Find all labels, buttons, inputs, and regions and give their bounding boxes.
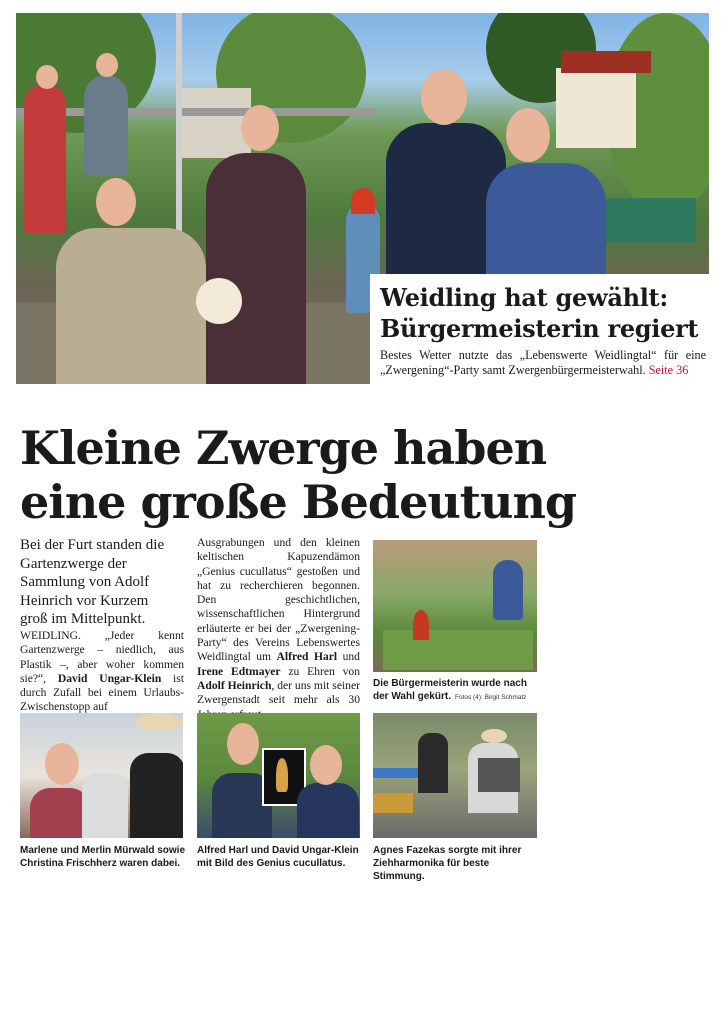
photo-harl-ungar-klein: [197, 713, 360, 838]
article-headline: [20, 421, 580, 529]
hero-title-line1: Weidling hat gewählt:: [380, 283, 668, 312]
article-lead: Bei der Furt standen die Gartenzwerge der Sammlung von Adolf Heinrich vor Kurzem groß im Mittelpunkt.: [20, 537, 165, 627]
body2-text-b: zu Ehren von: [280, 664, 360, 678]
caption-photo-right: Agnes Fazekas sorgte mit ihrer Ziehharmonika für beste Stimmung.: [373, 845, 522, 882]
hero-title: [380, 282, 705, 344]
page-reference-link[interactable]: Seite 36: [648, 362, 689, 377]
photo-credit: Fotos (4): Birgit Schmatz: [454, 694, 527, 701]
hero-photo: [16, 13, 709, 384]
caption-photo-middle: Alfred Harl und David Ungar-Klein mit Bild des Genius cucullatus.: [197, 845, 359, 869]
body2-text-c: , der uns mit seiner Zwergenstadt seit mehr als 30: [197, 678, 360, 707]
caption-photo-mayor: [373, 677, 541, 704]
body1-text-a: WEIDLING. „Jeder kennt Gartenzwerge – niedlich, aus Plastik –, aber woher kommen sie?“,: [20, 629, 184, 685]
caption-photo-left: Marlene und Merlin Mürwald sowie Christina Frischherz waren dabei.: [20, 845, 186, 869]
body2-name1: Alfred Harl: [276, 650, 338, 664]
headline-line1: Kleine Zwerge haben: [20, 421, 547, 475]
hero-teaser-text: Bestes Wetter nutzte das „Lebenswerte Weidlingtal“ für eine „Zwergening“-Party samt Zwergenbürgermeisterwahl.: [380, 348, 706, 377]
body2-name3: Adolf Heinrich: [197, 678, 272, 692]
photo-mayor: [373, 540, 537, 672]
body1-name: David Ungar-Klein: [57, 671, 162, 685]
photo-muerwald-family: [20, 713, 183, 838]
headline-line2: eine große Bedeutung: [20, 475, 577, 529]
body2-and: und: [337, 650, 360, 664]
body2-name2: Irene Edtmayer: [197, 664, 281, 678]
article-body-column2: [197, 536, 360, 722]
hero-teaser: [380, 348, 706, 377]
article-body-column1: [20, 629, 184, 715]
caption-mayor-text: Die Bürgermeisterin wurde nach der Wahl gekürt.: [373, 678, 527, 702]
body1-text-b: ist durch Zufall bei einem Urlaubs-Zwischenstopp auf: [20, 671, 184, 714]
hero-caption-box: [370, 274, 709, 384]
photo-accordion-player: [373, 713, 537, 838]
hero-title-line2: Bürgermeisterin regiert: [380, 314, 699, 343]
body2-text-a: Ausgrabungen und den kleinen keltischen Kapuzendämon „Genius cucullatus“ gestoßen und hat zu recherchieren begonnen. Den geschichtlichen, wissenschaftlichen Hintergrund erläuterte er bei der „Zwergening-Party“ des Vereins Lebenswertes Weidlingtal um: [197, 536, 360, 664]
